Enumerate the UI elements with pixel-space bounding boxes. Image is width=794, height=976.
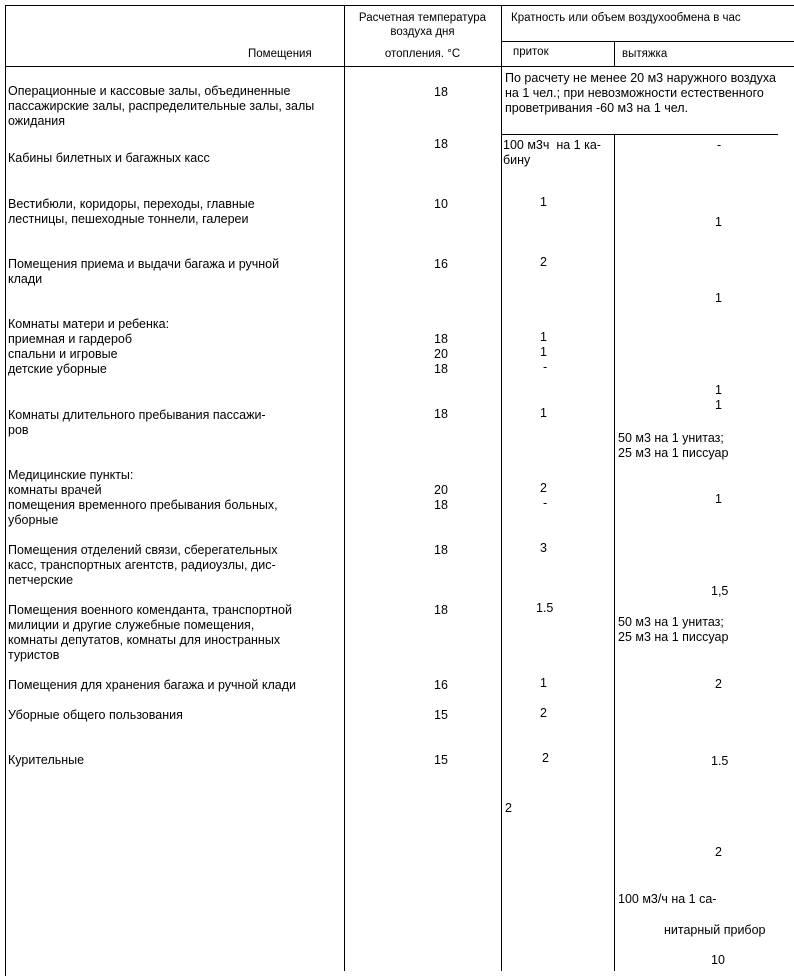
room-name: Медицинские пункты: комнаты врачей помещения временного пребывания больных, уборные <box>8 468 278 527</box>
exhaust-value: нитарный прибор <box>664 923 766 937</box>
temperature-value: 20 <box>434 483 448 497</box>
exhaust-value: 1 <box>715 215 722 229</box>
supply-value: 1 <box>540 406 547 420</box>
exhaust-value: 50 м3 на 1 унитаз; 25 м3 на 1 писсуар <box>618 431 729 460</box>
table-top-border <box>5 5 794 6</box>
temperature-value: 16 <box>434 257 448 271</box>
supply-value: 1 <box>540 330 547 344</box>
supply-value: По расчету не менее 20 м3 наружного воздуха на 1 чел.; при невозможности естественного проветривания -60 м3 на 1 чел. <box>505 71 776 115</box>
supply-value: - <box>543 360 548 374</box>
temperature-value: 16 <box>434 678 448 692</box>
supply-value: 2 <box>540 706 547 720</box>
exhaust-value: - <box>717 138 722 152</box>
header-supply: приток <box>513 46 549 58</box>
column-divider-temperature <box>501 5 502 971</box>
header-exhaust: вытяжка <box>622 48 668 60</box>
supply-value: 2 <box>542 751 549 765</box>
supply-value: 2 <box>505 801 512 815</box>
merged-cell-bottom-border <box>501 134 778 135</box>
supply-value: 2 <box>540 255 547 269</box>
temperature-value: 18 <box>434 85 448 99</box>
header-subdivider <box>501 41 794 42</box>
temperature-value: 18 <box>434 137 448 151</box>
room-name: Вестибюли, коридоры, переходы, главные лестницы, пешеходные тоннели, галереи <box>8 197 255 226</box>
temperature-value: 18 <box>434 543 448 557</box>
header-temperature-line1: Расчетная температура <box>358 12 487 24</box>
room-name: Курительные <box>8 753 85 767</box>
temperature-value: 10 <box>434 197 448 211</box>
room-name: Комнаты длительного пребывания пассажи- ров <box>8 408 266 437</box>
exhaust-value: 50 м3 на 1 унитаз; 25 м3 на 1 писсуар <box>618 615 729 644</box>
exhaust-value: 1 <box>715 492 722 506</box>
exhaust-value: 1 <box>715 383 722 397</box>
exhaust-value: 100 м3/ч на 1 са- <box>618 892 717 906</box>
supply-value: 1 <box>540 345 547 359</box>
table-left-border <box>5 5 6 976</box>
supply-value: 2 <box>540 481 547 495</box>
temperature-value: 18 <box>434 362 448 376</box>
exhaust-value: 1,5 <box>711 584 729 598</box>
exhaust-value: 10 <box>711 953 725 967</box>
temperature-value: 15 <box>434 708 448 722</box>
room-name: Помещения для хранения багажа и ручной клади <box>8 678 296 692</box>
exhaust-value: 1 <box>715 398 722 412</box>
temperature-value: 18 <box>434 603 448 617</box>
header-bottom-border <box>5 66 794 67</box>
supply-value: 3 <box>540 541 547 555</box>
temperature-value: 15 <box>434 753 448 767</box>
header-temperature-line3: отопления. °С <box>384 48 461 60</box>
temperature-value: 20 <box>434 347 448 361</box>
exhaust-value: 1.5 <box>711 754 729 768</box>
column-divider-rooms <box>344 5 345 971</box>
room-name: Помещения приема и выдачи багажа и ручной клади <box>8 257 280 286</box>
room-name: Кабины билетных и багажных касс <box>8 151 210 165</box>
column-divider-supply-top <box>614 41 615 66</box>
room-name: Помещения отделений связи, сберегательных касс, транспортных агентств, радиоузлы, дис- петчерские <box>8 543 278 587</box>
exhaust-value: 1 <box>715 291 722 305</box>
room-name: Операционные и кассовые залы, объединенные пассажирские залы, распределительные залы, залы ожидания <box>8 84 315 128</box>
supply-value: 1 <box>540 195 547 209</box>
temperature-value: 18 <box>434 407 448 421</box>
supply-value: 1 <box>540 676 547 690</box>
room-name: Помещения военного коменданта, транспортной милиции и другие служебные помещения, комнаты депутатов, комнаты для иностранных туристов <box>8 603 292 662</box>
supply-value: 100 м3ч на 1 ка- бину <box>503 138 601 167</box>
column-divider-supply <box>614 134 615 971</box>
temperature-value: 18 <box>434 332 448 346</box>
room-name: Уборные общего пользования <box>8 708 183 722</box>
temperature-value: 18 <box>434 498 448 512</box>
header-rooms: Помещения <box>248 48 312 60</box>
header-air-exchange: Кратность или объем воздухообмена в час <box>511 12 741 24</box>
supply-value: - <box>543 496 548 510</box>
exhaust-value: 2 <box>715 845 722 859</box>
exhaust-value: 2 <box>715 677 722 691</box>
room-name: Комнаты матери и ребенка: приемная и гардероб спальни и игровые детские уборные <box>8 317 170 376</box>
header-temperature-line2: воздуха дня <box>390 26 455 38</box>
supply-value: 1.5 <box>536 601 554 615</box>
